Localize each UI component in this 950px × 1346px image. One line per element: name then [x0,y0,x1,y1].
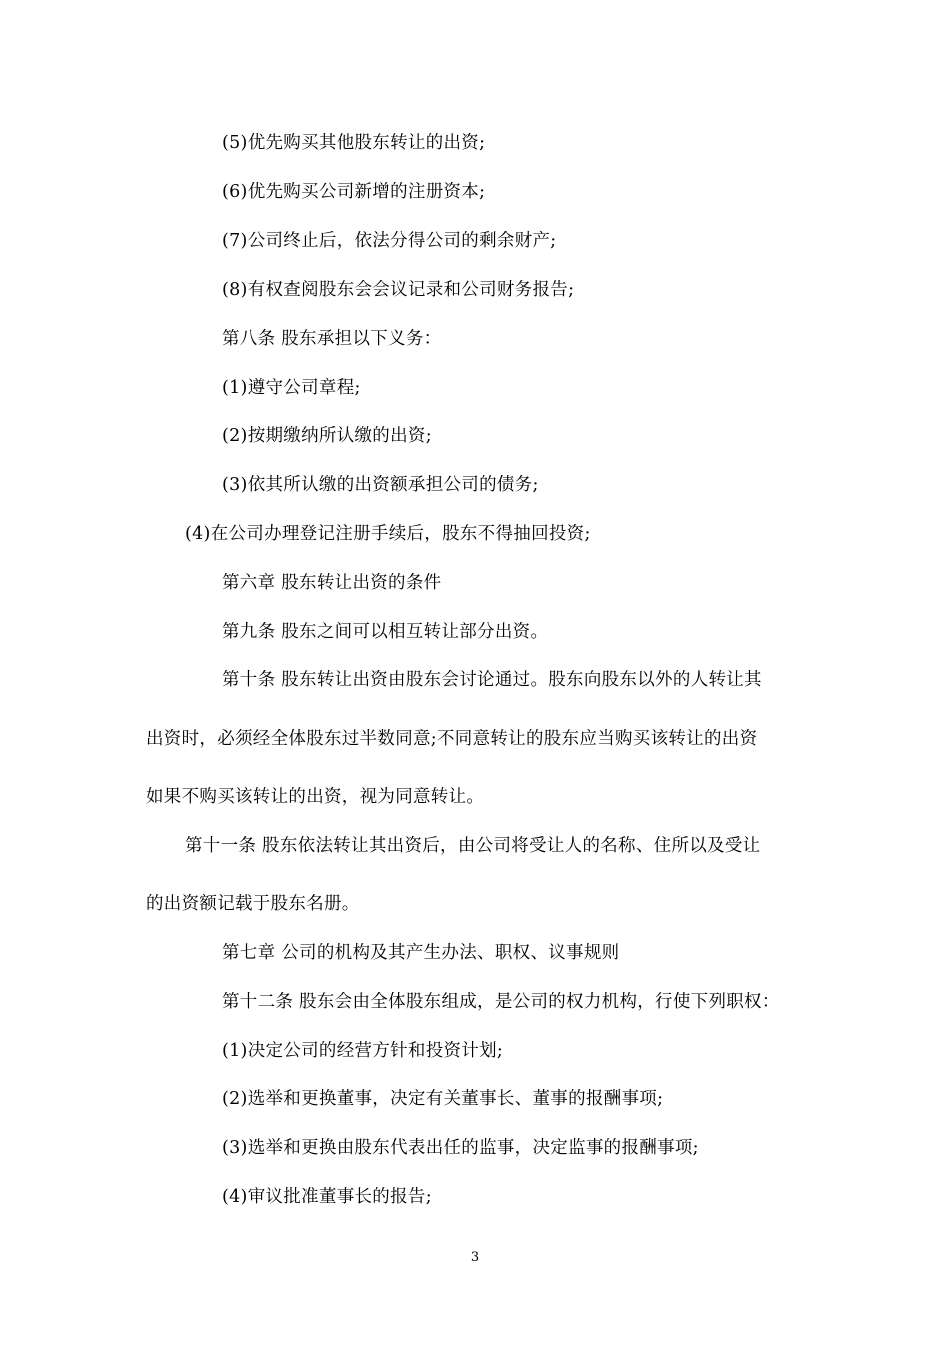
text-line: (4)审议批准董事长的报告; [222,1187,432,1207]
text-line: (3)选举和更换由股东代表出任的监事，决定监事的报酬事项; [222,1138,699,1158]
text-line: 如果不购买该转让的出资，视为同意转让。 [146,787,485,807]
text-line: (5)优先购买其他股东转让的出资; [222,133,486,153]
article-heading: 第十二条 股东会由全体股东组成，是公司的权力机构，行使下列职权： [222,992,780,1012]
text-line: (7)公司终止后，依法分得公司的剩余财产; [222,231,557,251]
text-line: (3)依其所认缴的出资额承担公司的债务; [222,475,539,495]
article-heading: 第九条 股东之间可以相互转让部分出资。 [222,622,549,642]
text-line: (6)优先购买公司新增的注册资本; [222,182,486,202]
text-line: (2)选举和更换董事，决定有关董事长、董事的报酬事项; [222,1089,664,1109]
chapter-heading: 第六章 股东转让出资的条件 [222,573,442,593]
text-line: (4)在公司办理登记注册手续后，股东不得抽回投资; [185,524,591,544]
text-line: (1)决定公司的经营方针和投资计划; [222,1041,504,1061]
text-line: (2)按期缴纳所认缴的出资; [222,426,432,446]
text-line: (8)有权查阅股东会会议记录和公司财务报告; [222,280,575,300]
text-line: 的出资额记载于股东名册。 [146,894,360,914]
article-heading: 第十条 股东转让出资由股东会讨论通过。股东向股东以外的人转让其 [222,670,762,690]
text-line: (1)遵守公司章程; [222,378,361,398]
article-heading: 第八条 股东承担以下义务： [222,329,442,349]
article-heading: 第十一条 股东依法转让其出资后，由公司将受让人的名称、住所以及受让 [185,836,761,856]
chapter-heading: 第七章 公司的机构及其产生办法、职权、议事规则 [222,943,620,963]
text-line: 出资时，必须经全体股东过半数同意;不同意转让的股东应当购买该转让的出资 [146,729,758,749]
page-number: 3 [470,1250,480,1265]
